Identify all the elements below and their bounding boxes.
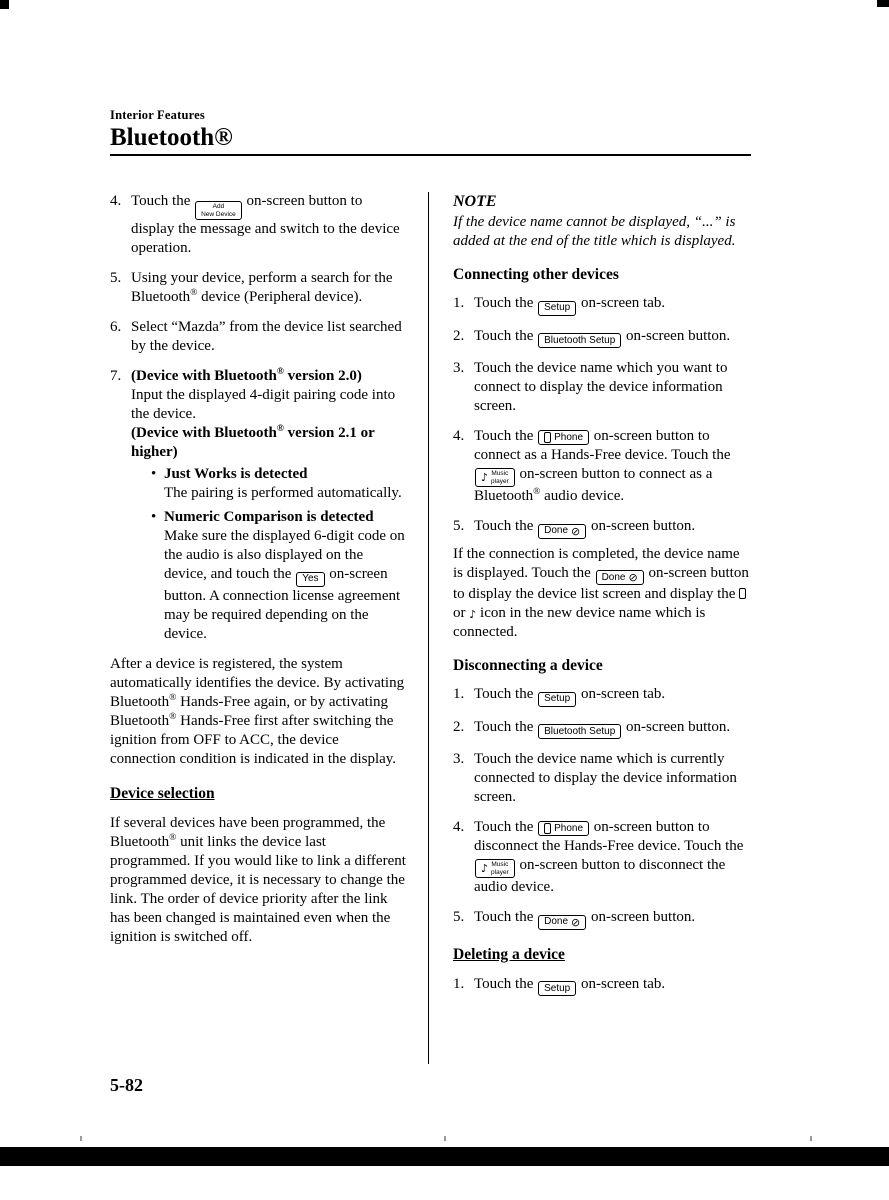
button-label: Add New Device — [201, 203, 236, 218]
step-number: 6. — [110, 319, 122, 335]
numbered-steps — [453, 294, 751, 539]
button-label: Done — [544, 525, 569, 536]
bullet-item — [151, 508, 407, 644]
deleting-heading: Deleting a device — [453, 945, 565, 963]
column-divider — [428, 192, 429, 1064]
step-item — [453, 718, 751, 740]
print-tick-mark — [80, 1136, 82, 1141]
step-text: Touch the Phone on-screen button to connect as a Hands-Free device. Touch the ♪ Music player on-screen button to connect as a Bluetooth® audio device. — [474, 428, 731, 504]
music-icon: ♪ — [481, 862, 489, 875]
step-text: Touch the Setup on-screen tab. — [474, 685, 751, 707]
step-item — [453, 294, 751, 316]
print-tick-mark — [810, 1136, 812, 1141]
bluetooth-setup-button — [538, 333, 621, 348]
step-item — [453, 818, 751, 897]
button-label: Done — [544, 916, 569, 927]
add-new-device-button — [195, 201, 242, 220]
step-number: 4. — [453, 819, 465, 835]
music-player-button — [475, 859, 515, 878]
step-text: Touch the Add New Device on-screen button to display the message and switch to the device operation. — [131, 193, 400, 256]
phone-icon — [544, 823, 551, 834]
slash-icon: ⊘ — [571, 524, 581, 538]
phone-button — [538, 430, 589, 445]
button-label: Setup — [544, 982, 571, 994]
registered-device-paragraph: After a device is registered, the system automatically identifies the device. By activating Bluetooth® Hands-Free again, or by activating Bluetooth® Hands-Free first after switching the ignition from OFF to ACC, the device connection condition is indicated in the display. — [110, 655, 405, 767]
step-item — [453, 750, 751, 807]
right-column — [453, 192, 751, 1002]
slash-icon: ⊘ — [628, 571, 638, 584]
disconnecting-heading: Disconnecting a device — [453, 657, 603, 674]
step-text: Touch the Bluetooth Setup on-screen button. — [474, 718, 751, 740]
step-number: 5. — [110, 270, 122, 286]
step-text: Touch the Bluetooth Setup on-screen button. — [474, 327, 751, 349]
note-text: If the device name cannot be displayed, “...” is added at the end of the title which is displayed. — [453, 214, 736, 249]
button-label: Yes — [302, 573, 319, 584]
music-player-button — [475, 468, 515, 487]
button-label: Bluetooth Setup — [544, 334, 616, 346]
connection-completed-paragraph: If the connection is completed, the device name is displayed. Touch the Done ⊘ on-screen button to display the device list screen and display the or ♪ icon in the new device name which is connected. — [453, 545, 749, 640]
slash-icon: ⊘ — [571, 915, 581, 929]
button-label: Music player — [491, 861, 509, 876]
button-label: Music player — [491, 470, 509, 485]
step-7-text: (Device with Bluetooth® version 2.0) Input the displayed 4-digit pairing code into the device. (Device with Bluetooth® version 2.1 or higher) — [131, 367, 396, 460]
step-text — [131, 367, 407, 649]
bullet-marker: • — [151, 509, 157, 525]
step-number: 1. — [453, 295, 465, 311]
device-selection-heading: Device selection — [110, 784, 215, 802]
step-item — [453, 975, 751, 997]
setup-tab-button — [538, 692, 576, 707]
button-label: Done — [601, 571, 626, 583]
numbered-steps — [453, 685, 751, 930]
button-label: Bluetooth Setup — [544, 725, 616, 737]
bullet-text: Numeric Comparison is detected Make sure the displayed 6-digit code on the audio is also displayed on the device, and touch the Yes on-screen button. A connection license agreement may be required depending on the device. — [164, 509, 405, 642]
step-item — [453, 517, 751, 539]
setup-tab-button — [538, 301, 576, 316]
print-tick-mark — [444, 1136, 446, 1141]
page-corner-mark — [877, 0, 889, 7]
numbered-steps — [453, 975, 751, 997]
step-text: Touch the device name which is currently connected to display the device information screen. — [474, 751, 737, 805]
page-bottom-bar — [0, 1147, 889, 1166]
step-text: Using your device, perform a search for the Bluetooth® device (Peripheral device). — [131, 270, 393, 305]
step-number: 2. — [453, 718, 465, 735]
step-number: 7. — [110, 368, 122, 384]
step-number: 4. — [110, 193, 122, 209]
device-selection-paragraph: If several devices have been programmed, the Bluetooth® unit links the device last programmed. If you would like to link a different programmed device, it is necessary to change the link. The order of device priority after the link has been changed is maintained even when the ignition is switched off. — [110, 814, 406, 945]
step-number: 1. — [453, 686, 465, 702]
connecting-heading: Connecting other devices — [453, 266, 619, 283]
bullet-list — [131, 465, 407, 644]
page-title: Bluetooth® — [110, 124, 233, 151]
left-column — [110, 192, 407, 957]
done-button — [538, 524, 586, 539]
step-item — [453, 359, 751, 416]
step-number: 3. — [453, 360, 465, 376]
step-number: 5. — [453, 909, 465, 925]
page-number: 5-82 — [110, 1075, 143, 1095]
bullet-item — [151, 465, 407, 503]
step-item — [453, 327, 751, 349]
step-number: 5. — [453, 518, 465, 534]
music-icon: ♪ — [469, 608, 477, 621]
bullet-marker: • — [151, 466, 157, 482]
step-text: Touch the Done ⊘ on-screen button. — [474, 909, 696, 929]
step-item — [110, 367, 407, 649]
done-button — [596, 570, 644, 585]
button-label: Phone — [554, 431, 584, 443]
note-label: NOTE — [453, 193, 497, 210]
button-label: Setup — [544, 302, 571, 313]
button-label: Setup — [544, 693, 571, 704]
button-label: Phone — [554, 822, 584, 834]
step-item — [453, 427, 751, 506]
step-item — [453, 685, 751, 707]
step-text: Touch the Done ⊘ on-screen button. — [474, 518, 696, 538]
phone-icon — [544, 432, 551, 443]
yes-button — [296, 572, 324, 587]
header-rule — [110, 154, 751, 156]
phone-button — [538, 821, 589, 836]
step-text: Touch the Setup on-screen tab. — [474, 975, 751, 997]
music-icon: ♪ — [481, 471, 489, 484]
setup-tab-button — [538, 981, 576, 996]
numbered-steps — [110, 192, 407, 649]
page-header — [110, 106, 751, 156]
step-number: 1. — [453, 975, 465, 992]
step-number: 4. — [453, 428, 465, 444]
step-text: Select “Mazda” from the device list searched by the device. — [131, 319, 402, 354]
step-number: 2. — [453, 327, 465, 344]
bluetooth-setup-button — [538, 724, 621, 739]
step-item — [110, 192, 407, 258]
step-item — [110, 318, 407, 356]
done-button — [538, 915, 586, 930]
step-item — [110, 269, 407, 307]
step-item — [453, 908, 751, 930]
step-text: Touch the Phone on-screen button to disconnect the Hands-Free device. Touch the ♪ Music player on-screen button to disconnect the audio device. — [474, 819, 744, 895]
phone-icon — [739, 588, 746, 599]
page-corner-mark — [0, 0, 9, 9]
step-number: 3. — [453, 751, 465, 767]
section-label: Interior Features — [110, 108, 205, 122]
step-text: Touch the device name which you want to connect to display the device information screen. — [474, 360, 728, 414]
step-text: Touch the Setup on-screen tab. — [474, 294, 751, 316]
bullet-text: Just Works is detected The pairing is performed automatically. — [164, 466, 402, 501]
